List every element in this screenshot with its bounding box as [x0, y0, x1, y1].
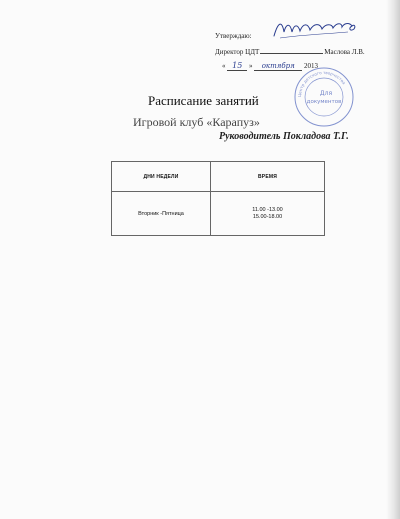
official-stamp — [293, 66, 355, 128]
stamp-center-line1: Для — [319, 90, 333, 97]
page-title: Расписание занятий — [148, 93, 259, 108]
date-open-quote: « — [222, 62, 226, 70]
date-close-quote: » — [249, 62, 253, 70]
table-row — [112, 192, 325, 236]
club-leader: Руководитель Покладова Т.Г. — [219, 131, 349, 142]
club-name: Игровой клуб «Карапуз» — [133, 115, 260, 129]
time-slot-2: 15.00-18.00 — [252, 213, 283, 220]
header-time: ВРЕМЯ — [211, 162, 325, 192]
row-time — [211, 192, 325, 236]
director-name: Маслова Л.В. — [324, 48, 365, 56]
director-title: Директор ЦДТ — [215, 48, 260, 56]
stamp-ring-text: Центр детского творчества — [296, 69, 347, 98]
stamp-center-line2: документов — [306, 99, 342, 105]
time-slot-1: 11.00 -13.00 — [252, 206, 283, 213]
schedule-table — [111, 161, 325, 236]
schedule-header-row — [112, 162, 325, 192]
director-signature — [270, 14, 360, 44]
header-days: ДНИ НЕДЕЛИ — [112, 162, 211, 192]
row-day: Вторник -Пятница — [112, 192, 211, 236]
page-edge-shadow — [386, 0, 400, 519]
approval-director-line — [215, 47, 365, 56]
date-month: октября — [254, 62, 302, 71]
signature-blank — [260, 47, 323, 54]
date-year: 2013 — [304, 62, 318, 70]
date-day: 15 — [227, 61, 247, 71]
approval-heading: Утверждаю: — [215, 32, 252, 40]
